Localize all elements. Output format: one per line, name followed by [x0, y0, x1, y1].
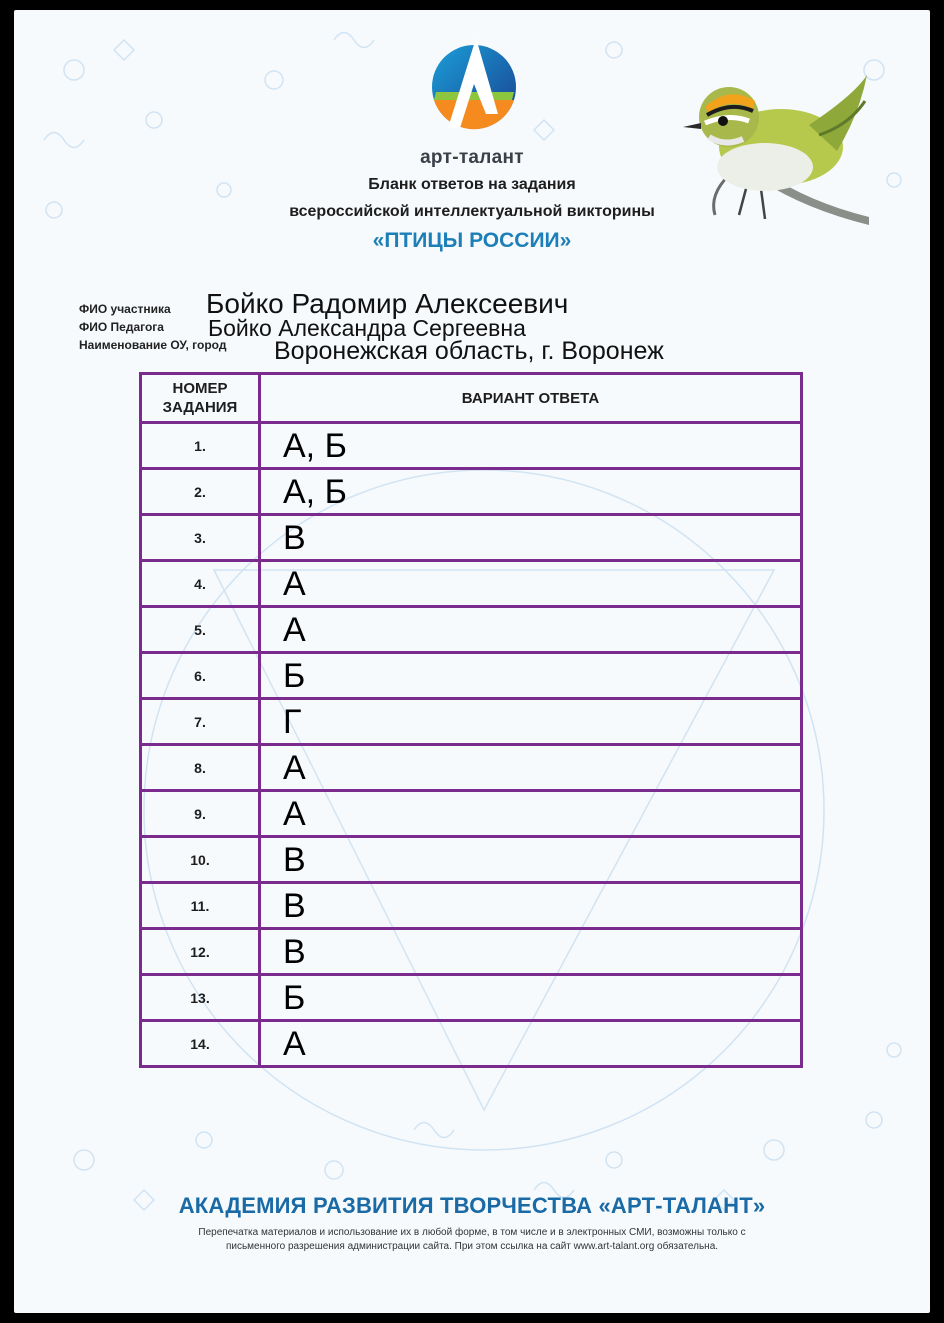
task-number: 3. — [141, 515, 260, 561]
task-number: 1. — [141, 423, 260, 469]
answer-cell: В — [260, 929, 802, 975]
brand-name: арт-талант — [420, 147, 524, 168]
task-number: 11. — [141, 883, 260, 929]
table-row — [141, 745, 802, 791]
answer-cell: А, Б — [260, 423, 802, 469]
answer-cell: А — [260, 561, 802, 607]
task-number: 10. — [141, 837, 260, 883]
answers-table — [139, 372, 803, 1068]
quiz-title: «ПТИЦЫ РОССИИ» — [372, 229, 572, 252]
answer-cell: А — [260, 745, 802, 791]
teacher-value: Бойко Александра Сергеевна — [208, 315, 526, 341]
header-answer-variant: ВАРИАНТ ОТВЕТА — [260, 374, 802, 423]
task-number: 4. — [141, 561, 260, 607]
table-row — [141, 469, 802, 515]
table-row — [141, 929, 802, 975]
task-number: 12. — [141, 929, 260, 975]
answer-cell: В — [260, 515, 802, 561]
answer-sheet — [14, 10, 930, 1313]
answer-cell: Г — [260, 699, 802, 745]
task-number: 8. — [141, 745, 260, 791]
answer-cell: Б — [260, 975, 802, 1021]
table-row — [141, 1021, 802, 1067]
answer-cell: В — [260, 883, 802, 929]
table-row — [141, 653, 802, 699]
task-number: 7. — [141, 699, 260, 745]
table-row — [141, 607, 802, 653]
form-subtitle-line2: всероссийской интеллектуальной викторины — [289, 203, 655, 220]
table-row — [141, 561, 802, 607]
table-row — [141, 883, 802, 929]
disclaimer-line1: Перепечатка материалов и использование их в любой форме, в том числе и в электронных СМИ, возможны только с — [198, 1227, 746, 1238]
answer-cell: В — [260, 837, 802, 883]
header-task-number — [141, 374, 260, 423]
disclaimer-line2: письменного разрешения администрации сайта. При этом ссылка на сайт www.art-talant.org обязательна. — [225, 1241, 719, 1252]
task-number: 14. — [141, 1021, 260, 1067]
table-row — [141, 791, 802, 837]
answer-cell: А — [260, 791, 802, 837]
school-value: Воронежская область, г. Воронеж — [274, 337, 664, 365]
participant-value: Бойко Радомир Алексеевич — [206, 288, 569, 319]
teacher-label: ФИО Педагога — [79, 320, 164, 334]
table-row — [141, 837, 802, 883]
copyright-disclaimer — [94, 1226, 850, 1254]
table-row — [141, 975, 802, 1021]
answer-cell: А — [260, 607, 802, 653]
task-number: 2. — [141, 469, 260, 515]
form-subtitle-line1: Бланк ответов на задания — [368, 176, 576, 193]
task-number: 9. — [141, 791, 260, 837]
participant-label: ФИО участника — [79, 302, 171, 316]
academy-title: АКАДЕМИЯ РАЗВИТИЯ ТВОРЧЕСТВА «АРТ-ТАЛАНТ» — [178, 1193, 766, 1218]
header-task-number-line1: НОМЕР — [172, 380, 228, 397]
table-row — [141, 699, 802, 745]
table-header-row — [141, 374, 802, 423]
table-row — [141, 423, 802, 469]
header-task-number-line2: ЗАДАНИЯ — [162, 399, 238, 416]
answer-cell: А, Б — [260, 469, 802, 515]
task-number: 13. — [141, 975, 260, 1021]
table-row — [141, 515, 802, 561]
art-talant-logo — [426, 32, 522, 142]
answer-cell: Б — [260, 653, 802, 699]
firecrest-bird-illustration — [669, 55, 869, 225]
task-number: 5. — [141, 607, 260, 653]
answer-cell: А — [260, 1021, 802, 1067]
task-number: 6. — [141, 653, 260, 699]
school-label: Наименование ОУ, город — [79, 338, 227, 352]
